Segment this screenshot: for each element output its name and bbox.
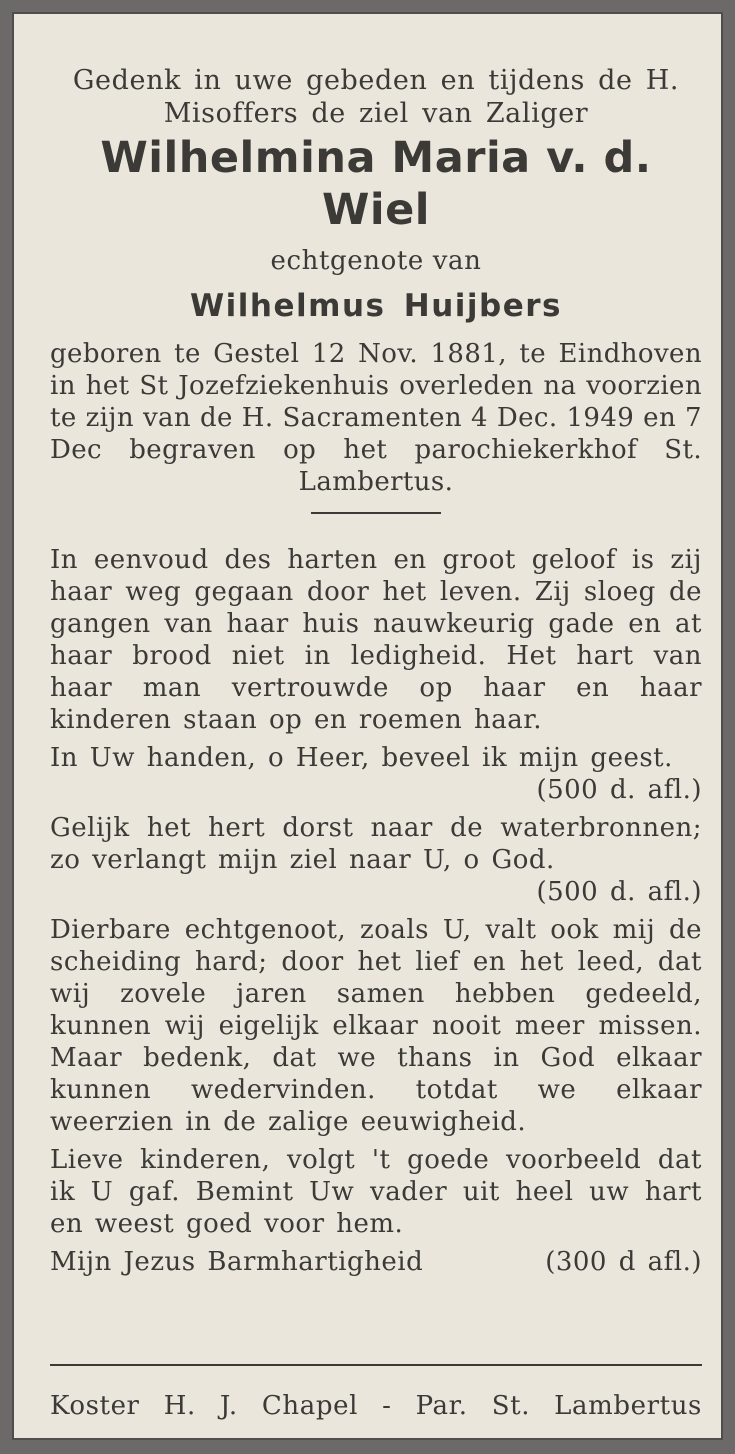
card-content (50, 64, 702, 1284)
footer-divider (50, 1364, 702, 1366)
verse-paragraph (50, 812, 702, 908)
verse-text: Lieve kinderen, volgt 't goede voorbeeld dat ik U gaf. Bemint Uw vader uit heel uw hart en weest goed voor hem. (50, 1145, 702, 1239)
verse-paragraph (50, 1144, 702, 1240)
verse-text: Dierbare echtgenoot, zoals U, valt ook mij de scheiding hard; door het lief en het leed, dat wij zovele jaren samen hebben gedeeld, kunnen wij eigelijk elkaar nooit meer missen. Maar bedenk, dat we thans in God elkaar kunnen wedervinden. totdat we elkaar weerzien in de zalige eeuwigheid. (50, 915, 702, 1137)
indulgence-note: (300 d afl.) (545, 1247, 702, 1277)
spouse-label: echtgenote van (270, 246, 482, 276)
verse-paragraph (50, 544, 702, 736)
deceased-name: Wilhelmina Maria v. d. Wiel (100, 133, 652, 235)
verses (50, 544, 702, 1278)
short-divider (311, 512, 441, 514)
indulgence-note: (500 d. afl.) (536, 877, 702, 907)
spouse-name: Wilhelmus Huijbers (189, 288, 562, 324)
biography: geboren te Gestel 12 Nov. 1881, te Eindhoven in het St Jozefziekenhuis overleden na voorzien te zijn van de H. Sacramenten 4 Dec. 1949 en 7 Dec begraven op het parochiekerkhof St. Lambertus. (50, 339, 702, 497)
verse-paragraph (50, 1246, 702, 1278)
indulgence-note: (500 d. afl.) (536, 775, 702, 805)
verse-text: Gelijk het hert dorst naar de waterbronnen; zo verlangt mijn ziel naar U, o God. (50, 813, 702, 875)
memorial-card (12, 12, 723, 1440)
verse-text: Mijn Jezus Barmhartigheid (50, 1247, 424, 1277)
printer-credit: Koster H. J. Chapel - Par. St. Lambertus (50, 1391, 702, 1421)
verse-text: In Uw handen, o Heer, beveel ik mijn geest. (50, 743, 673, 773)
intro-text: Gedenk in uwe gebeden en tijdens de H. Misoffers de ziel van Zaliger (72, 65, 680, 129)
verse-paragraph (50, 914, 702, 1138)
verse-text: In eenvoud des harten en groot geloof is zij haar weg gegaan door het leven. Zij sloeg de gangen van haar huis nauwkeurig gade en at haar brood niet in ledigheid. Het hart van haar man vertrouwde op haar en haar kinderen staan op en roemen haar. (50, 545, 702, 735)
verse-paragraph (50, 742, 702, 806)
